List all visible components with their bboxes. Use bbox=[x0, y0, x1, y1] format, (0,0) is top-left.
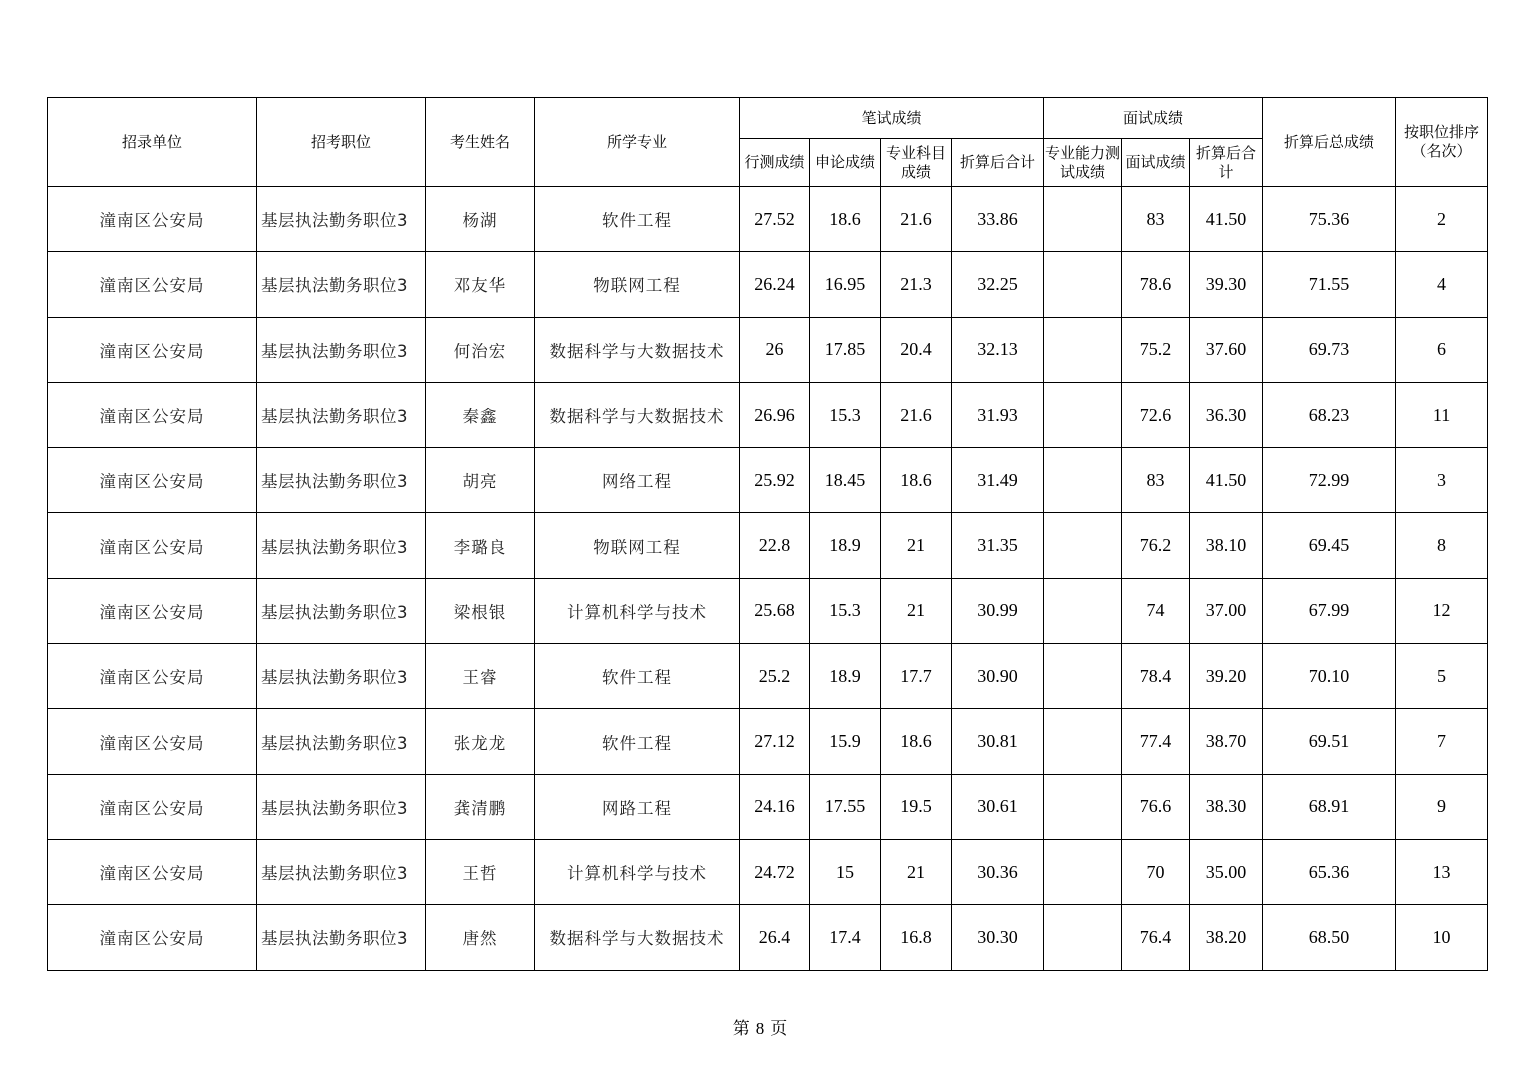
rank-cell: 7 bbox=[1396, 709, 1488, 774]
rank-cell: 3 bbox=[1396, 448, 1488, 513]
table-row bbox=[48, 774, 1488, 839]
major-cell: 数据科学与大数据技术 bbox=[535, 382, 740, 447]
specialty-cell: 18.6 bbox=[881, 448, 952, 513]
rank-cell: 5 bbox=[1396, 644, 1488, 709]
header-name: 考生姓名 bbox=[426, 98, 535, 187]
interview-score-cell: 78.6 bbox=[1122, 252, 1190, 317]
header-rank: 按职位排序（名次） bbox=[1396, 98, 1488, 187]
major-cell: 软件工程 bbox=[535, 709, 740, 774]
shenlun-cell: 15.3 bbox=[810, 578, 881, 643]
specialty-cell: 21.6 bbox=[881, 187, 952, 252]
major-cell: 计算机科学与技术 bbox=[535, 578, 740, 643]
page-number: 8 bbox=[755, 1019, 765, 1038]
header-xingce: 行测成绩 bbox=[740, 139, 810, 187]
name-cell: 杨湖 bbox=[426, 187, 535, 252]
interview-total-cell: 41.50 bbox=[1190, 187, 1263, 252]
written-total-cell: 30.90 bbox=[952, 644, 1044, 709]
rank-cell: 8 bbox=[1396, 513, 1488, 578]
table-row bbox=[48, 187, 1488, 252]
position-cell: 基层执法勤务职位3 bbox=[257, 382, 426, 447]
name-cell: 唐然 bbox=[426, 905, 535, 970]
specialty-cell: 17.7 bbox=[881, 644, 952, 709]
ability-test-cell bbox=[1044, 905, 1122, 970]
name-cell: 龚清鹏 bbox=[426, 774, 535, 839]
position-cell: 基层执法勤务职位3 bbox=[257, 187, 426, 252]
shenlun-cell: 16.95 bbox=[810, 252, 881, 317]
major-cell: 软件工程 bbox=[535, 187, 740, 252]
header-position: 招考职位 bbox=[257, 98, 426, 187]
final-total-cell: 68.23 bbox=[1263, 382, 1396, 447]
table-row bbox=[48, 382, 1488, 447]
major-cell: 数据科学与大数据技术 bbox=[535, 905, 740, 970]
shenlun-cell: 17.4 bbox=[810, 905, 881, 970]
ability-test-cell bbox=[1044, 774, 1122, 839]
header-shenlun: 申论成绩 bbox=[810, 139, 881, 187]
major-cell: 软件工程 bbox=[535, 644, 740, 709]
ability-test-cell bbox=[1044, 644, 1122, 709]
interview-score-cell: 74 bbox=[1122, 578, 1190, 643]
header-interview-group: 面试成绩 bbox=[1044, 98, 1263, 139]
xingce-cell: 22.8 bbox=[740, 513, 810, 578]
written-total-cell: 32.13 bbox=[952, 317, 1044, 382]
footer-prefix: 第 bbox=[732, 1019, 750, 1038]
unit-cell: 潼南区公安局 bbox=[48, 839, 257, 904]
name-cell: 梁根银 bbox=[426, 578, 535, 643]
written-total-cell: 33.86 bbox=[952, 187, 1044, 252]
header-written-group: 笔试成绩 bbox=[740, 98, 1044, 139]
xingce-cell: 26.24 bbox=[740, 252, 810, 317]
score-table bbox=[47, 97, 1488, 971]
position-cell: 基层执法勤务职位3 bbox=[257, 905, 426, 970]
name-cell: 秦鑫 bbox=[426, 382, 535, 447]
header-specialty-subject: 专业科目成绩 bbox=[881, 139, 952, 187]
header-unit: 招录单位 bbox=[48, 98, 257, 187]
written-total-cell: 32.25 bbox=[952, 252, 1044, 317]
name-cell: 李璐良 bbox=[426, 513, 535, 578]
table-row bbox=[48, 644, 1488, 709]
major-cell: 物联网工程 bbox=[535, 513, 740, 578]
interview-score-cell: 70 bbox=[1122, 839, 1190, 904]
interview-total-cell: 39.30 bbox=[1190, 252, 1263, 317]
unit-cell: 潼南区公安局 bbox=[48, 252, 257, 317]
specialty-cell: 21.6 bbox=[881, 382, 952, 447]
name-cell: 邓友华 bbox=[426, 252, 535, 317]
specialty-cell: 18.6 bbox=[881, 709, 952, 774]
page-footer bbox=[0, 1014, 1520, 1039]
written-total-cell: 31.49 bbox=[952, 448, 1044, 513]
name-cell: 张龙龙 bbox=[426, 709, 535, 774]
unit-cell: 潼南区公安局 bbox=[48, 644, 257, 709]
shenlun-cell: 15 bbox=[810, 839, 881, 904]
shenlun-cell: 18.45 bbox=[810, 448, 881, 513]
table-row bbox=[48, 905, 1488, 970]
unit-cell: 潼南区公安局 bbox=[48, 905, 257, 970]
name-cell: 王睿 bbox=[426, 644, 535, 709]
shenlun-cell: 17.85 bbox=[810, 317, 881, 382]
interview-total-cell: 36.30 bbox=[1190, 382, 1263, 447]
specialty-cell: 16.8 bbox=[881, 905, 952, 970]
ability-test-cell bbox=[1044, 187, 1122, 252]
written-total-cell: 30.61 bbox=[952, 774, 1044, 839]
final-total-cell: 72.99 bbox=[1263, 448, 1396, 513]
table-row bbox=[48, 578, 1488, 643]
footer-suffix: 页 bbox=[770, 1019, 788, 1038]
xingce-cell: 26.96 bbox=[740, 382, 810, 447]
table-row bbox=[48, 513, 1488, 578]
xingce-cell: 27.12 bbox=[740, 709, 810, 774]
unit-cell: 潼南区公安局 bbox=[48, 317, 257, 382]
unit-cell: 潼南区公安局 bbox=[48, 513, 257, 578]
written-total-cell: 30.81 bbox=[952, 709, 1044, 774]
written-total-cell: 30.30 bbox=[952, 905, 1044, 970]
rank-cell: 12 bbox=[1396, 578, 1488, 643]
xingce-cell: 24.16 bbox=[740, 774, 810, 839]
unit-cell: 潼南区公安局 bbox=[48, 774, 257, 839]
written-total-cell: 31.93 bbox=[952, 382, 1044, 447]
name-cell: 胡亮 bbox=[426, 448, 535, 513]
position-cell: 基层执法勤务职位3 bbox=[257, 578, 426, 643]
final-total-cell: 71.55 bbox=[1263, 252, 1396, 317]
interview-score-cell: 76.6 bbox=[1122, 774, 1190, 839]
xingce-cell: 25.68 bbox=[740, 578, 810, 643]
table-row bbox=[48, 709, 1488, 774]
final-total-cell: 67.99 bbox=[1263, 578, 1396, 643]
position-cell: 基层执法勤务职位3 bbox=[257, 513, 426, 578]
table-header bbox=[48, 98, 1488, 187]
major-cell: 网路工程 bbox=[535, 774, 740, 839]
rank-cell: 11 bbox=[1396, 382, 1488, 447]
final-total-cell: 75.36 bbox=[1263, 187, 1396, 252]
ability-test-cell bbox=[1044, 252, 1122, 317]
shenlun-cell: 18.9 bbox=[810, 644, 881, 709]
written-total-cell: 30.36 bbox=[952, 839, 1044, 904]
xingce-cell: 26 bbox=[740, 317, 810, 382]
shenlun-cell: 17.55 bbox=[810, 774, 881, 839]
rank-cell: 9 bbox=[1396, 774, 1488, 839]
specialty-cell: 21 bbox=[881, 839, 952, 904]
final-total-cell: 69.51 bbox=[1263, 709, 1396, 774]
major-cell: 数据科学与大数据技术 bbox=[535, 317, 740, 382]
shenlun-cell: 15.9 bbox=[810, 709, 881, 774]
header-interview-total: 折算后合计 bbox=[1190, 139, 1263, 187]
unit-cell: 潼南区公安局 bbox=[48, 709, 257, 774]
interview-score-cell: 83 bbox=[1122, 187, 1190, 252]
table-row bbox=[48, 839, 1488, 904]
interview-score-cell: 77.4 bbox=[1122, 709, 1190, 774]
name-cell: 何治宏 bbox=[426, 317, 535, 382]
unit-cell: 潼南区公安局 bbox=[48, 448, 257, 513]
xingce-cell: 25.2 bbox=[740, 644, 810, 709]
written-total-cell: 31.35 bbox=[952, 513, 1044, 578]
final-total-cell: 69.45 bbox=[1263, 513, 1396, 578]
rank-cell: 10 bbox=[1396, 905, 1488, 970]
ability-test-cell bbox=[1044, 513, 1122, 578]
shenlun-cell: 18.9 bbox=[810, 513, 881, 578]
xingce-cell: 27.52 bbox=[740, 187, 810, 252]
major-cell: 网络工程 bbox=[535, 448, 740, 513]
table-row bbox=[48, 317, 1488, 382]
xingce-cell: 25.92 bbox=[740, 448, 810, 513]
interview-total-cell: 38.10 bbox=[1190, 513, 1263, 578]
specialty-cell: 20.4 bbox=[881, 317, 952, 382]
interview-score-cell: 78.4 bbox=[1122, 644, 1190, 709]
interview-total-cell: 39.20 bbox=[1190, 644, 1263, 709]
header-written-total: 折算后合计 bbox=[952, 139, 1044, 187]
interview-total-cell: 35.00 bbox=[1190, 839, 1263, 904]
specialty-cell: 21.3 bbox=[881, 252, 952, 317]
specialty-cell: 19.5 bbox=[881, 774, 952, 839]
interview-score-cell: 76.2 bbox=[1122, 513, 1190, 578]
interview-score-cell: 83 bbox=[1122, 448, 1190, 513]
shenlun-cell: 15.3 bbox=[810, 382, 881, 447]
position-cell: 基层执法勤务职位3 bbox=[257, 252, 426, 317]
position-cell: 基层执法勤务职位3 bbox=[257, 317, 426, 382]
ability-test-cell bbox=[1044, 448, 1122, 513]
ability-test-cell bbox=[1044, 317, 1122, 382]
ability-test-cell bbox=[1044, 709, 1122, 774]
shenlun-cell: 18.6 bbox=[810, 187, 881, 252]
position-cell: 基层执法勤务职位3 bbox=[257, 709, 426, 774]
header-major: 所学专业 bbox=[535, 98, 740, 187]
table-row bbox=[48, 252, 1488, 317]
interview-total-cell: 38.30 bbox=[1190, 774, 1263, 839]
major-cell: 计算机科学与技术 bbox=[535, 839, 740, 904]
final-total-cell: 68.50 bbox=[1263, 905, 1396, 970]
interview-total-cell: 37.60 bbox=[1190, 317, 1263, 382]
position-cell: 基层执法勤务职位3 bbox=[257, 448, 426, 513]
interview-score-cell: 75.2 bbox=[1122, 317, 1190, 382]
rank-cell: 4 bbox=[1396, 252, 1488, 317]
major-cell: 物联网工程 bbox=[535, 252, 740, 317]
specialty-cell: 21 bbox=[881, 513, 952, 578]
unit-cell: 潼南区公安局 bbox=[48, 187, 257, 252]
interview-total-cell: 37.00 bbox=[1190, 578, 1263, 643]
ability-test-cell bbox=[1044, 578, 1122, 643]
name-cell: 王哲 bbox=[426, 839, 535, 904]
xingce-cell: 24.72 bbox=[740, 839, 810, 904]
header-interview-score: 面试成绩 bbox=[1122, 139, 1190, 187]
final-total-cell: 68.91 bbox=[1263, 774, 1396, 839]
position-cell: 基层执法勤务职位3 bbox=[257, 774, 426, 839]
interview-total-cell: 38.70 bbox=[1190, 709, 1263, 774]
header-final-total: 折算后总成绩 bbox=[1263, 98, 1396, 187]
header-ability-test: 专业能力测试成绩 bbox=[1044, 139, 1122, 187]
table-body bbox=[48, 187, 1488, 971]
unit-cell: 潼南区公安局 bbox=[48, 382, 257, 447]
final-total-cell: 69.73 bbox=[1263, 317, 1396, 382]
ability-test-cell bbox=[1044, 382, 1122, 447]
interview-total-cell: 38.20 bbox=[1190, 905, 1263, 970]
rank-cell: 2 bbox=[1396, 187, 1488, 252]
written-total-cell: 30.99 bbox=[952, 578, 1044, 643]
specialty-cell: 21 bbox=[881, 578, 952, 643]
rank-cell: 13 bbox=[1396, 839, 1488, 904]
interview-score-cell: 76.4 bbox=[1122, 905, 1190, 970]
table-row bbox=[48, 448, 1488, 513]
final-total-cell: 65.36 bbox=[1263, 839, 1396, 904]
rank-cell: 6 bbox=[1396, 317, 1488, 382]
interview-score-cell: 72.6 bbox=[1122, 382, 1190, 447]
position-cell: 基层执法勤务职位3 bbox=[257, 644, 426, 709]
unit-cell: 潼南区公安局 bbox=[48, 578, 257, 643]
interview-total-cell: 41.50 bbox=[1190, 448, 1263, 513]
ability-test-cell bbox=[1044, 839, 1122, 904]
final-total-cell: 70.10 bbox=[1263, 644, 1396, 709]
position-cell: 基层执法勤务职位3 bbox=[257, 839, 426, 904]
xingce-cell: 26.4 bbox=[740, 905, 810, 970]
